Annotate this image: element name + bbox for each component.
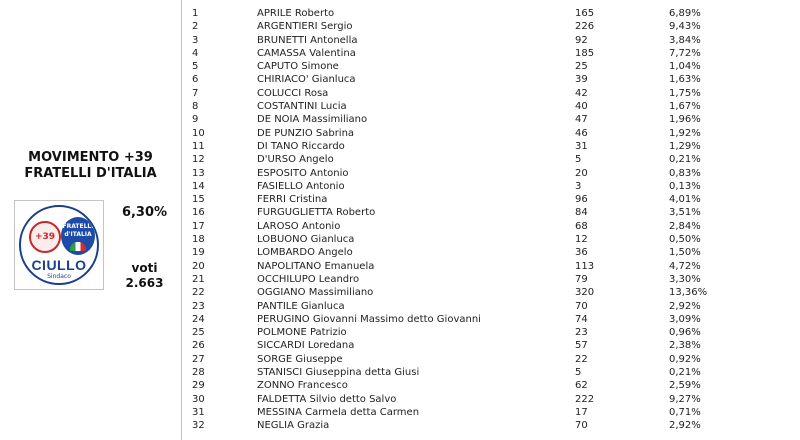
candidate-percentage: 0,21%: [669, 154, 701, 166]
tricolor-flame-icon: [70, 242, 86, 251]
candidate-percentage: 13,36%: [669, 287, 708, 299]
candidate-percentage: 9,43%: [669, 21, 701, 33]
candidate-percentage: 7,72%: [669, 47, 701, 59]
candidate-name: MESSINA Carmela detta Carmen: [257, 406, 420, 418]
candidate-name: FURGUGLIETTA Roberto: [257, 207, 376, 219]
candidate-number: 16: [192, 207, 205, 219]
table-row: [182, 73, 800, 86]
candidate-votes: 84: [575, 207, 588, 219]
logo-candidate-role: Sindaco: [47, 273, 71, 280]
candidate-votes: 70: [575, 300, 588, 312]
candidate-percentage: 1,96%: [669, 114, 701, 126]
logo-disc: [19, 205, 99, 285]
table-row: [182, 339, 800, 352]
candidate-number: 29: [192, 380, 205, 392]
candidate-votes: 226: [575, 21, 595, 33]
candidate-percentage: 3,30%: [669, 273, 701, 285]
candidate-name: CHIRIACO' Gianluca: [257, 74, 356, 86]
table-row: [182, 233, 800, 246]
candidate-votes: 222: [575, 393, 595, 405]
candidate-name: CAMASSA Valentina: [257, 47, 356, 59]
table-row: [182, 87, 800, 100]
list-name-line2: FRATELLI D'ITALIA: [24, 166, 157, 181]
candidate-percentage: 0,50%: [669, 234, 701, 246]
candidate-percentage: 1,63%: [669, 74, 701, 86]
candidate-votes: 185: [575, 47, 595, 59]
candidate-name: FASIELLO Antonio: [257, 180, 345, 192]
candidate-number: 23: [192, 300, 205, 312]
candidate-number: 22: [192, 287, 205, 299]
candidate-number: 28: [192, 367, 205, 379]
candidate-number: 19: [192, 247, 205, 259]
candidate-votes: 74: [575, 313, 588, 325]
candidate-name: ARGENTIERI Sergio: [257, 21, 353, 33]
table-row: [182, 393, 800, 406]
table-row: [182, 167, 800, 180]
candidate-percentage: 1,75%: [669, 87, 701, 99]
candidate-number: 27: [192, 353, 205, 365]
candidate-votes: 62: [575, 380, 588, 392]
votes-value: 2.663: [125, 276, 164, 290]
candidate-name: DE PUNZIO Sabrina: [257, 127, 355, 139]
candidate-number: 26: [192, 340, 205, 352]
candidate-percentage: 4,72%: [669, 260, 701, 272]
candidate-percentage: 3,09%: [669, 313, 701, 325]
candidate-name: LAROSO Antonio: [257, 220, 341, 232]
candidate-number: 5: [192, 61, 199, 73]
candidate-percentage: 0,83%: [669, 167, 701, 179]
candidate-number: 20: [192, 260, 205, 272]
candidate-votes: 22: [575, 353, 588, 365]
candidate-name: STANISCI Giuseppina detta Giusi: [257, 367, 420, 379]
candidate-number: 3: [192, 34, 199, 46]
table-row: [182, 246, 800, 259]
votes-label: voti: [131, 261, 158, 275]
table-row: [182, 140, 800, 153]
candidate-name: ZONNO Francesco: [257, 380, 348, 392]
candidate-votes: 36: [575, 247, 588, 259]
candidate-votes: 31: [575, 140, 588, 152]
candidate-votes: 17: [575, 406, 588, 418]
candidate-percentage: 9,27%: [669, 393, 701, 405]
candidate-votes: 42: [575, 87, 588, 99]
table-row: [182, 326, 800, 339]
candidate-number: 7: [192, 87, 199, 99]
candidate-number: 2: [192, 21, 199, 33]
candidate-percentage: 2,84%: [669, 220, 701, 232]
table-row: [182, 406, 800, 419]
candidate-percentage: 0,96%: [669, 327, 701, 339]
candidate-percentage: 1,04%: [669, 61, 701, 73]
candidate-number: 17: [192, 220, 205, 232]
candidate-name: LOMBARDO Angelo: [257, 247, 353, 259]
candidate-number: 8: [192, 101, 199, 113]
candidate-name: COSTANTINI Lucia: [257, 101, 347, 113]
table-row: [182, 7, 800, 20]
list-name-line1: MOVIMENTO +39: [28, 150, 153, 165]
candidate-votes: 40: [575, 101, 588, 113]
candidates-table: [182, 7, 800, 433]
candidate-name: COLUCCI Rosa: [257, 87, 329, 99]
candidate-votes: 57: [575, 340, 588, 352]
table-row: [182, 313, 800, 326]
candidate-votes: 5: [575, 367, 582, 379]
candidate-number: 13: [192, 167, 205, 179]
candidate-votes: 23: [575, 327, 588, 339]
table-row: [182, 153, 800, 166]
candidate-percentage: 3,51%: [669, 207, 701, 219]
fratelli-ditalia-symbol-text: FRATELLI d'ITALIA: [62, 223, 94, 238]
candidate-votes: 20: [575, 167, 588, 179]
candidate-name: FERRI Cristina: [257, 194, 328, 206]
candidate-number: 11: [192, 140, 205, 152]
candidate-number: 9: [192, 114, 199, 126]
candidate-number: 6: [192, 74, 199, 86]
logo-candidate-name: CIULLO: [31, 257, 87, 273]
table-row: [182, 60, 800, 73]
candidate-number: 14: [192, 180, 205, 192]
list-name: [0, 150, 181, 182]
table-row: [182, 47, 800, 60]
table-row: [182, 353, 800, 366]
candidate-name: CAPUTO Simone: [257, 61, 339, 73]
table-row: [182, 113, 800, 126]
table-row: [182, 273, 800, 286]
candidate-name: OCCHILUPO Leandro: [257, 273, 360, 285]
candidate-name: SICCARDI Loredana: [257, 340, 355, 352]
candidate-votes: 3: [575, 180, 582, 192]
candidate-votes: 25: [575, 61, 588, 73]
list-summary-panel: [0, 0, 181, 440]
candidate-name: FALDETTA Silvio detto Salvo: [257, 393, 397, 405]
candidate-votes: 46: [575, 127, 588, 139]
movimento-39-symbol: +39: [29, 221, 61, 253]
candidate-name: PERUGINO Giovanni Massimo detto Giovanni: [257, 313, 481, 325]
candidate-votes: 92: [575, 34, 588, 46]
candidate-percentage: 1,67%: [669, 101, 701, 113]
table-row: [182, 20, 800, 33]
table-row: [182, 379, 800, 392]
table-row: [182, 366, 800, 379]
candidate-number: 10: [192, 127, 205, 139]
candidate-votes: 79: [575, 273, 588, 285]
candidate-votes: 96: [575, 194, 588, 206]
table-row: [182, 419, 800, 432]
candidate-name: APRILE Roberto: [257, 8, 335, 19]
candidate-votes: 12: [575, 234, 588, 246]
table-row: [182, 34, 800, 47]
candidate-name: D'URSO Angelo: [257, 154, 334, 166]
candidate-name: POLMONE Patrizio: [257, 327, 347, 339]
table-row: [182, 286, 800, 299]
candidate-percentage: 6,89%: [669, 8, 701, 19]
candidate-name: DI TANO Riccardo: [257, 140, 345, 152]
candidate-percentage: 2,92%: [669, 300, 701, 312]
candidate-name: BRUNETTI Antonella: [257, 34, 358, 46]
candidate-name: ESPOSITO Antonio: [257, 167, 349, 179]
candidate-number: 31: [192, 406, 205, 418]
candidate-percentage: 0,71%: [669, 406, 701, 418]
table-row: [182, 180, 800, 193]
candidate-number: 32: [192, 420, 205, 432]
candidate-name: LOBUONO Gianluca: [257, 234, 355, 246]
candidate-number: 18: [192, 234, 205, 246]
candidate-percentage: 2,92%: [669, 420, 701, 432]
candidate-votes: 47: [575, 114, 588, 126]
table-row: [182, 260, 800, 273]
table-row: [182, 220, 800, 233]
candidate-name: OGGIANO Massimiliano: [257, 287, 374, 299]
candidate-votes: 320: [575, 287, 595, 299]
candidate-name: PANTILE Gianluca: [257, 300, 345, 312]
candidate-votes: 68: [575, 220, 588, 232]
candidate-percentage: 1,50%: [669, 247, 701, 259]
candidate-number: 12: [192, 154, 205, 166]
candidate-percentage: 4,01%: [669, 194, 701, 206]
candidate-number: 1: [192, 8, 199, 19]
candidate-number: 4: [192, 47, 199, 59]
table-row: [182, 100, 800, 113]
candidate-number: 24: [192, 313, 205, 325]
table-row: [182, 193, 800, 206]
candidate-name: SORGE Giuseppe: [257, 353, 343, 365]
candidate-votes: 5: [575, 154, 582, 166]
table-row: [182, 127, 800, 140]
candidate-votes: 70: [575, 420, 588, 432]
candidate-number: 15: [192, 194, 205, 206]
candidate-votes: 39: [575, 74, 588, 86]
candidate-name: NEGLIA Grazia: [257, 420, 330, 432]
candidate-number: 25: [192, 327, 205, 339]
table-row: [182, 206, 800, 219]
list-percentage: 6,30%: [121, 205, 168, 220]
table-row: [182, 300, 800, 313]
candidate-percentage: 3,84%: [669, 34, 701, 46]
candidate-number: 21: [192, 273, 205, 285]
candidate-percentage: 0,92%: [669, 353, 701, 365]
candidate-votes: 165: [575, 8, 595, 19]
candidate-percentage: 1,29%: [669, 140, 701, 152]
candidate-percentage: 2,59%: [669, 380, 701, 392]
candidate-number: 30: [192, 393, 205, 405]
list-logo: [14, 200, 104, 290]
candidate-percentage: 1,92%: [669, 127, 701, 139]
candidate-votes: 113: [575, 260, 595, 272]
candidate-name: DE NOIA Massimiliano: [257, 114, 368, 126]
fratelli-ditalia-symbol: [61, 217, 95, 255]
candidate-percentage: 2,38%: [669, 340, 701, 352]
candidate-name: NAPOLITANO Emanuela: [257, 260, 375, 272]
candidate-percentage: 0,13%: [669, 180, 701, 192]
candidate-percentage: 0,21%: [669, 367, 701, 379]
